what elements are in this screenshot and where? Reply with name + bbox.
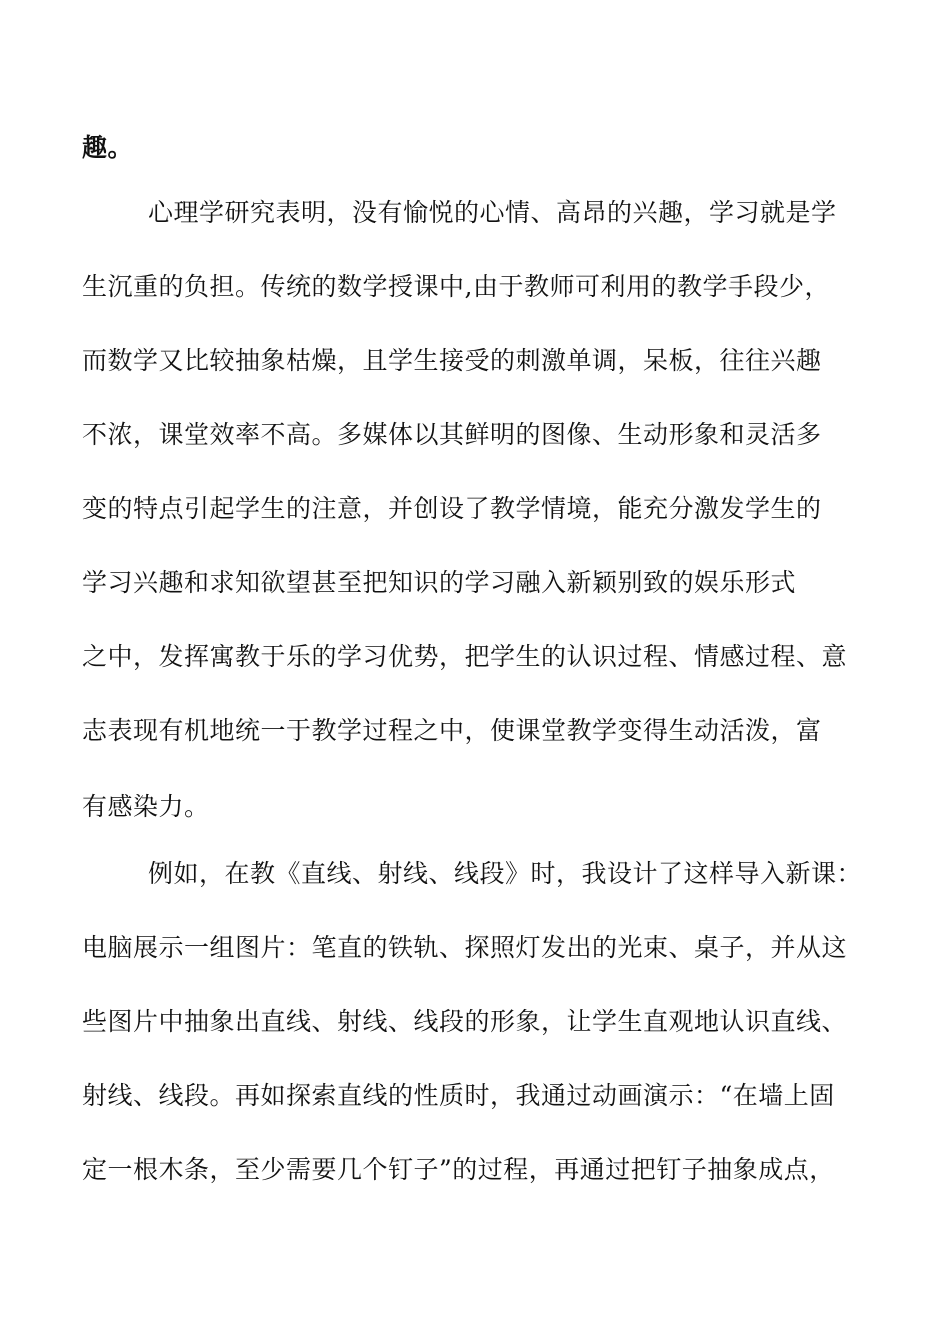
text-line: 趣。	[82, 133, 134, 162]
text-line: 不浓，课堂效率不高。多媒体以其鲜明的图像、生动形象和灵活多	[82, 420, 822, 449]
text-line: 定一根木条，至少需要几个钉子”的过程，再通过把钉子抽象成点，	[82, 1155, 835, 1184]
text-line: 变的特点引起学生的注意，并创设了教学情境，能充分激发学生的	[82, 494, 822, 523]
paragraph-first-line: 心理学研究表明，没有愉悦的心情、高昂的兴趣，学习就是学	[148, 198, 837, 227]
text-line: 之中，发挥寓教于乐的学习优势，把学生的认识过程、情感过程、意	[82, 642, 848, 671]
text-line: 射线、线段。再如探索直线的性质时，我通过动画演示：“在墙上固	[82, 1081, 835, 1110]
text-line: 学习兴趣和求知欲望甚至把知识的学习融入新颖别致的娱乐形式	[82, 568, 797, 597]
text-line: 些图片中抽象出直线、射线、线段的形象，让学生直观地认识直线、	[82, 1007, 848, 1036]
text-line: 有感染力。	[82, 792, 210, 821]
text-line: 志表现有机地统一于教学过程之中，使课堂教学变得生动活泼，富	[82, 716, 822, 745]
text-line: 生沉重的负担。传统的数学授课中,由于教师可利用的教学手段少，	[82, 272, 830, 301]
text-line: 而数学又比较抽象枯燥，且学生接受的刺激单调，呆板，往往兴趣	[82, 346, 822, 375]
paragraph-first-line: 例如，在教《直线、射线、线段》时，我设计了这样导入新课：	[148, 859, 863, 888]
text-line: 电脑展示一组图片：笔直的铁轨、探照灯发出的光束、桌子，并从这	[82, 933, 848, 962]
